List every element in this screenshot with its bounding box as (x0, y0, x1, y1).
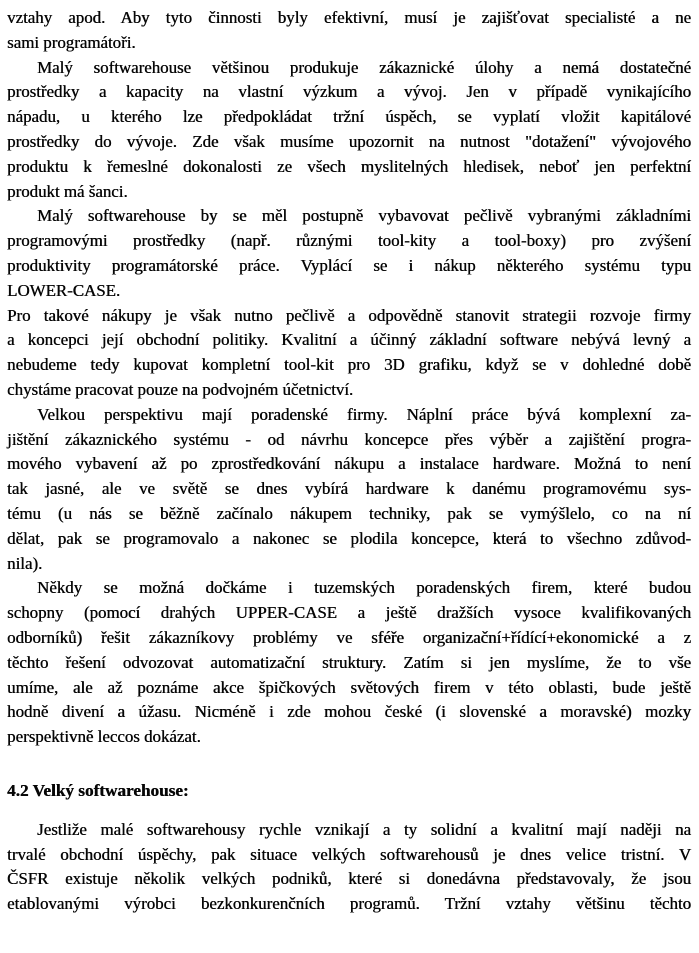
text-line: vztahy apod. Aby tyto činnosti byly efektivní, musí je zajišťovat specialisté a ne (7, 8, 691, 27)
text-line: etablovanými výrobci bezkonkurenčních programů. Tržní vztahy většinu těchto (7, 894, 691, 914)
text-line: programovými prostředky (např. různými tool-kity a tool-boxy) pro zvýšení (7, 231, 691, 251)
text-line: sami programátoři. (7, 32, 136, 52)
text-line: hodně divení a úžasu. Nicméně i zde mohou české (i slovenské a moravské) mozky (7, 702, 691, 722)
text-line: tak jasné, ale ve světě se dnes vybírá hardware k danému programovému sys- (7, 479, 691, 499)
text-line: prostředky do vývoje. Zde však musíme upozornit na nutnost "dotažení" vývojového (7, 131, 691, 151)
text-line: nebudeme tedy kupovat kompletní tool-kit pro 3D grafiku, když se v dohledné době (7, 355, 691, 375)
text-line: perspektivně leccos dokázat. (7, 727, 201, 747)
text-line: jištění zákaznického systému - od návrhu koncepce přes výběr a zajištění progra- (7, 429, 691, 449)
text-line: LOWER-CASE. (7, 280, 121, 300)
text-line: produkt má šanci. (7, 181, 128, 201)
text-line: dělat, pak se programovalo a nakonec se plodila koncepce, která to všechno zdůvod- (7, 528, 691, 548)
text-line: prostředky a kapacity na vlastní výzkum a vývoj. Jen v případě vynikajícího (7, 82, 691, 102)
paragraph-nekdy-se-mozna (7, 576, 691, 750)
text-line: nila). (7, 553, 43, 573)
text-line: mového vybavení až po zprostředkování nákupu a instalace hardware. Možná to není (7, 454, 691, 474)
text-line: tému (u nás se běžně začínalo nákupem techniky, pak se vymýšlelo, co na ní (7, 503, 691, 523)
text-line: Malý softwarehouse by se měl postupně vybavovat pečlivě vybranými základními (37, 206, 691, 226)
paragraph-continuation (7, 6, 691, 56)
text-line: ČSFR existuje několik velkých podniků, které si donedávna představovaly, že jsou (7, 869, 691, 889)
text-line: schopny (pomocí drahých UPPER-CASE a ještě dražších vysoce kvalifikovaných (7, 603, 691, 623)
text-line: Někdy se možná dočkáme i tuzemských poradenských firem, které budou (37, 578, 691, 598)
paragraph-jestlize-male (7, 818, 691, 917)
text-line: těchto řešení odvozovat automatizační struktury. Zatím si jen myslíme, že to vše (7, 652, 691, 672)
text-line: produktu k řemeslné dokonalosti ze všech myslitelných hledisek, neboť jen perfektní (7, 156, 691, 176)
paragraph-maly-softwarehouse-vybavovat (7, 204, 691, 303)
section-heading: 4.2 Velký softwarehouse: (7, 780, 189, 800)
text-line: chystáme pracovat pouze na podvojném účetnictví. (7, 379, 354, 399)
paragraph-maly-softwarehouse-produkuje (7, 56, 691, 205)
text-line: nápadu, u kterého lze předpokládat tržní úspěch, se vyplatí vložit kapitálové (7, 107, 691, 127)
paragraph-pro-takove-nakupy (7, 304, 691, 403)
text-line: odborníků) řešit zákazníkovy problémy ve sféře organizační+řídící+ekonomické a z (7, 627, 691, 647)
text-line: Velkou perspektivu mají poradenské firmy. Náplní práce bývá komplexní za- (37, 404, 691, 424)
text-line: a koncepci její obchodní politiky. Kvalitní a účinný základní software nebývá levný a (7, 330, 691, 350)
text-line: Pro takové nákupy je však nutno pečlivě a odpovědně stanovit strategii rozvoje firmy (7, 305, 691, 325)
text-line: produktivity programátorské práce. Vyplácí se i nákup některého systému typu (7, 255, 691, 275)
text-line: umíme, ale až poznáme akce špičkových světových firem v této oblasti, bude ještě (7, 677, 691, 697)
text-line: trvalé obchodní úspěchy, pak situace velkých softwarehousů je dnes velice tristní. V (7, 844, 691, 864)
text-line: Malý softwarehouse většinou produkuje zákaznické úlohy a nemá dostatečné (37, 57, 691, 77)
text-line: Jestliže malé softwarehousy rychle vznikají a ty solidní a kvalitní mají naději na (37, 819, 691, 839)
paragraph-velkou-perspektivu (7, 403, 691, 577)
